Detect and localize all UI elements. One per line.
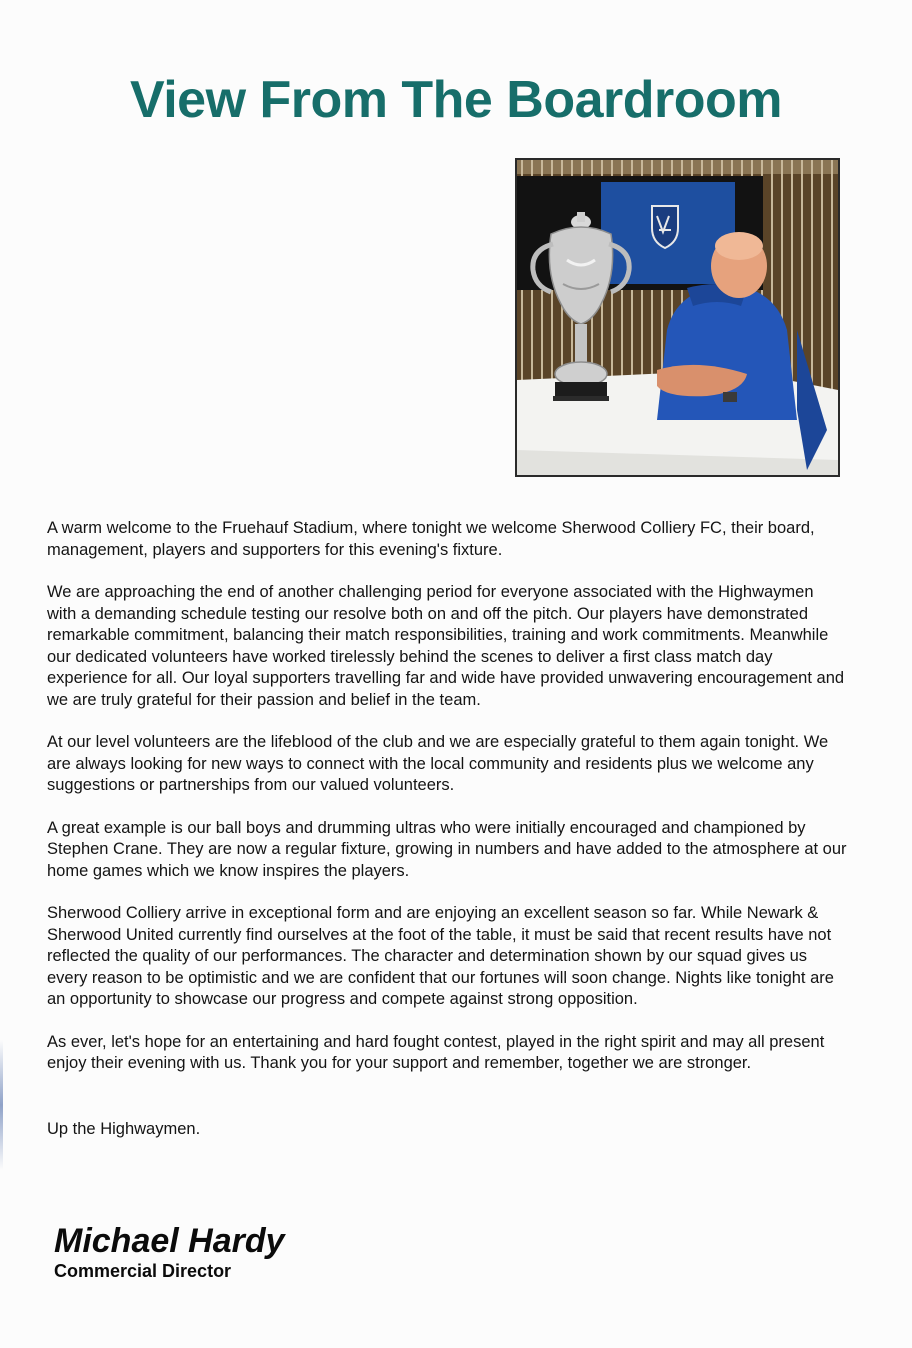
- page-title: View From The Boardroom: [129, 71, 783, 129]
- signature-name: Michael Hardy: [54, 1222, 285, 1260]
- article-paragraph: At our level volunteers are the lifeblood of the club and we are especially grateful to them again tonight. We are always looking for new ways to connect with the local community and residents plus we welcome any suggestions or partnerships from our valued volunteers.: [47, 733, 829, 794]
- article-paragraph: As ever, let's hope for an entertaining and hard fought contest, played in the right spirit and may all present enjoy their evening with us. Thank you for your support and remember, together we are stronger.: [47, 1032, 825, 1072]
- article-closing: Up the Highwaymen.: [47, 1119, 201, 1138]
- article-paragraph: A warm welcome to the Fruehauf Stadium, where tonight we welcome Sherwood Colliery FC, their board, management, players and supporters for this evening's fixture.: [47, 519, 815, 559]
- boardroom-photo: [515, 158, 840, 477]
- signature-block: [54, 1222, 285, 1282]
- signature-role: Commercial Director: [54, 1261, 232, 1281]
- photo-illustration: [517, 160, 838, 475]
- article-paragraph: Sherwood Colliery arrive in exceptional form and are enjoying an excellent season so far. While Newark & Sherwood United currently find ourselves at the foot of the table, it must be said that recent results have not reflected the quality of our performances. The character and determination shown by our squad gives us every reason to be optimistic and we are confident that our fortunes will soon change. Nights like tonight are an opportunity to showcase our progress and compete against strong opposition.: [47, 904, 834, 1008]
- article-paragraph: A great example is our ball boys and drumming ultras who were initially encouraged and championed by Stephen Crane. They are now a regular fixture, growing in numbers and have added to the atmosphere at our home games which we know inspires the players.: [47, 818, 847, 880]
- page-edge-mark: [0, 1040, 3, 1170]
- article-paragraph: We are approaching the end of another challenging period for everyone associated with the Highwaymen with a demanding schedule testing our resolve both on and off the pitch. Our players have demonstrated remarkable commitment, balancing their match responsibilities, training and work commitments. Meanwhile our dedicated volunteers have worked tirelessly behind the scenes to deliver a first class match day experience for all. Our loyal supporters travelling far and wide have provided unwavering encouragement and we are truly grateful for their passion and belief in the team.: [47, 583, 845, 709]
- article-body: [47, 518, 847, 1161]
- club-crest-icon: [652, 206, 678, 248]
